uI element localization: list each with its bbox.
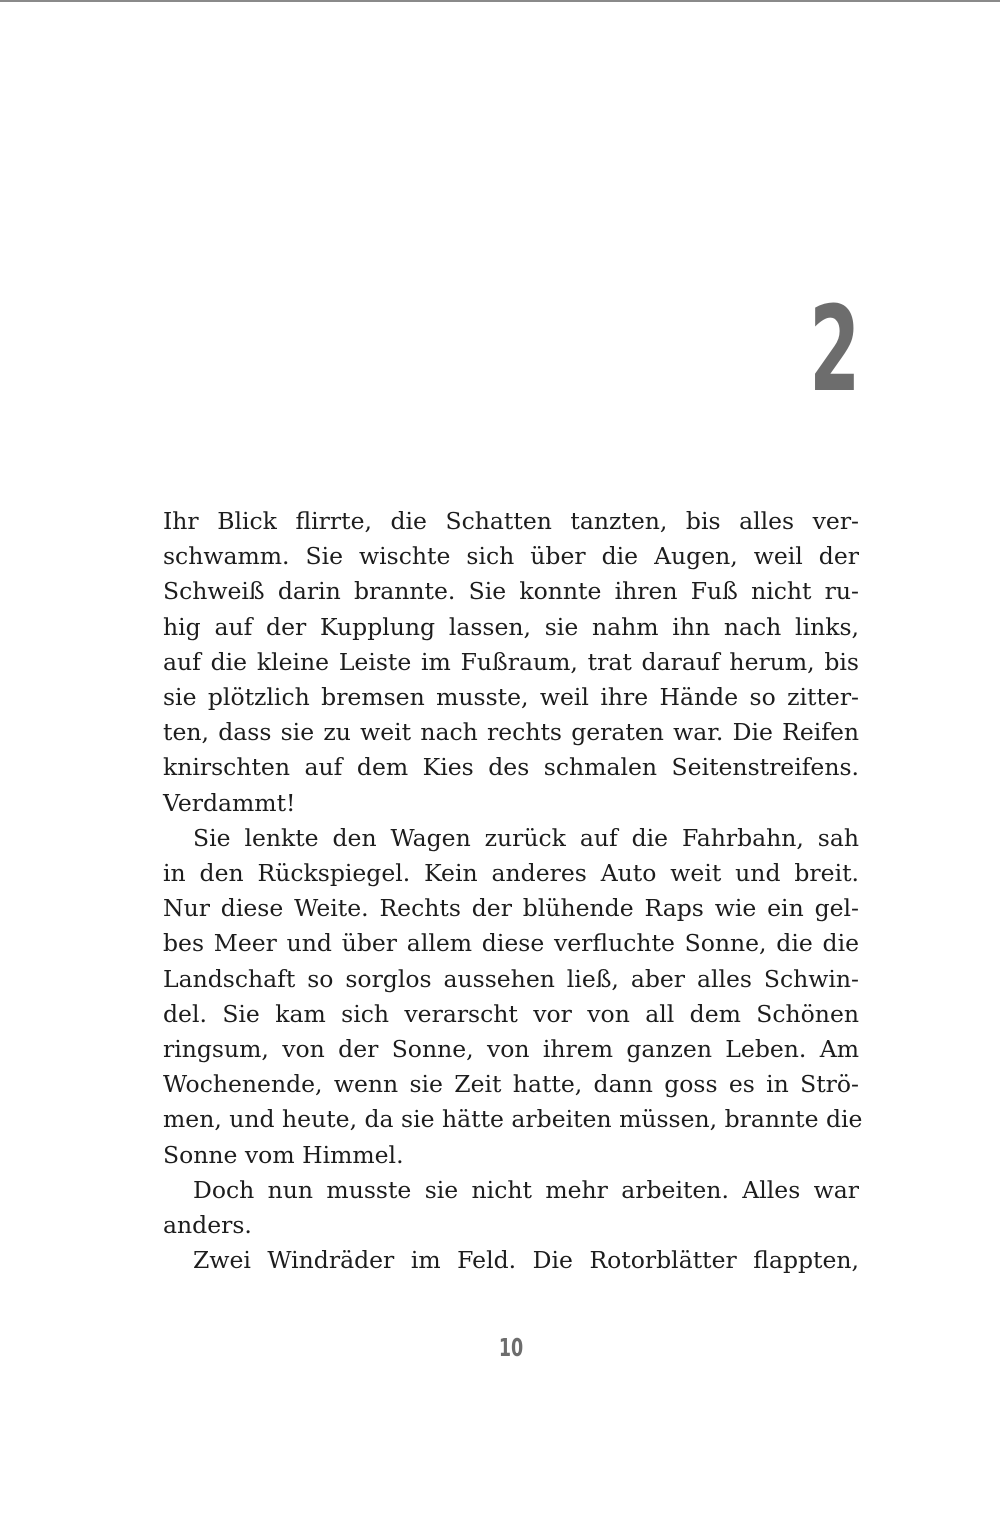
text-line: Ihr Blick flirrte, die Schatten tanzten, bis alles ver- — [163, 507, 859, 535]
text-line: auf die kleine Leiste im Fußraum, trat darauf herum, bis — [163, 647, 859, 676]
paragraph — [163, 1243, 859, 1278]
text-line: men, und heute, da sie hätte arbeiten müssen, brannte die — [163, 1105, 863, 1134]
page-number: 10 — [498, 1333, 524, 1362]
text-line: hig auf der Kupplung lassen, sie nahm ihn nach links, — [163, 612, 859, 641]
text-line: Nur diese Weite. Rechts der blühende Raps wie ein gel- — [163, 894, 859, 923]
text-line: Sonne vom Himmel. — [163, 1140, 404, 1169]
text-line: sie plötzlich bremsen musste, weil ihre Hände so zitter- — [163, 683, 859, 712]
paragraph — [163, 1173, 859, 1243]
text-line: Doch nun musste sie nicht mehr arbeiten. Alles war — [193, 1175, 859, 1204]
text-line: Verdammt! — [163, 788, 296, 817]
paragraph — [163, 821, 863, 1173]
text-line: Landschaft so sorglos aussehen ließ, aber alles Schwin- — [163, 964, 859, 993]
text-line: del. Sie kam sich verarscht vor von all dem Schönen — [163, 999, 859, 1028]
text-line: ten, dass sie zu weit nach rechts geraten war. Die Reifen — [163, 718, 859, 747]
text-line: schwamm. Sie wischte sich über die Augen, weil der — [163, 542, 859, 571]
text-line: anders. — [163, 1211, 252, 1240]
text-line: Wochenende, wenn sie Zeit hatte, dann goss es in Strö- — [163, 1070, 859, 1099]
body-text — [163, 504, 863, 1278]
text-line: Zwei Windräder im Feld. Die Rotorblätter flappten, — [193, 1246, 859, 1275]
text-line: bes Meer und über allem diese verfluchte Sonne, die die — [163, 929, 859, 958]
text-line: knirschten auf dem Kies des schmalen Seitenstreifens. — [163, 753, 859, 782]
paragraph — [163, 504, 859, 821]
text-line: Sie lenkte den Wagen zurück auf die Fahrbahn, sah — [193, 823, 859, 852]
text-line: Schweiß darin brannte. Sie konnte ihren Fuß nicht ru- — [163, 577, 859, 606]
text-line: in den Rückspiegel. Kein anderes Auto weit und breit. — [163, 859, 859, 888]
chapter-number: 2 — [809, 280, 860, 418]
text-line: ringsum, von der Sonne, von ihrem ganzen Leben. Am — [163, 1035, 859, 1064]
top-rule — [0, 0, 1000, 2]
